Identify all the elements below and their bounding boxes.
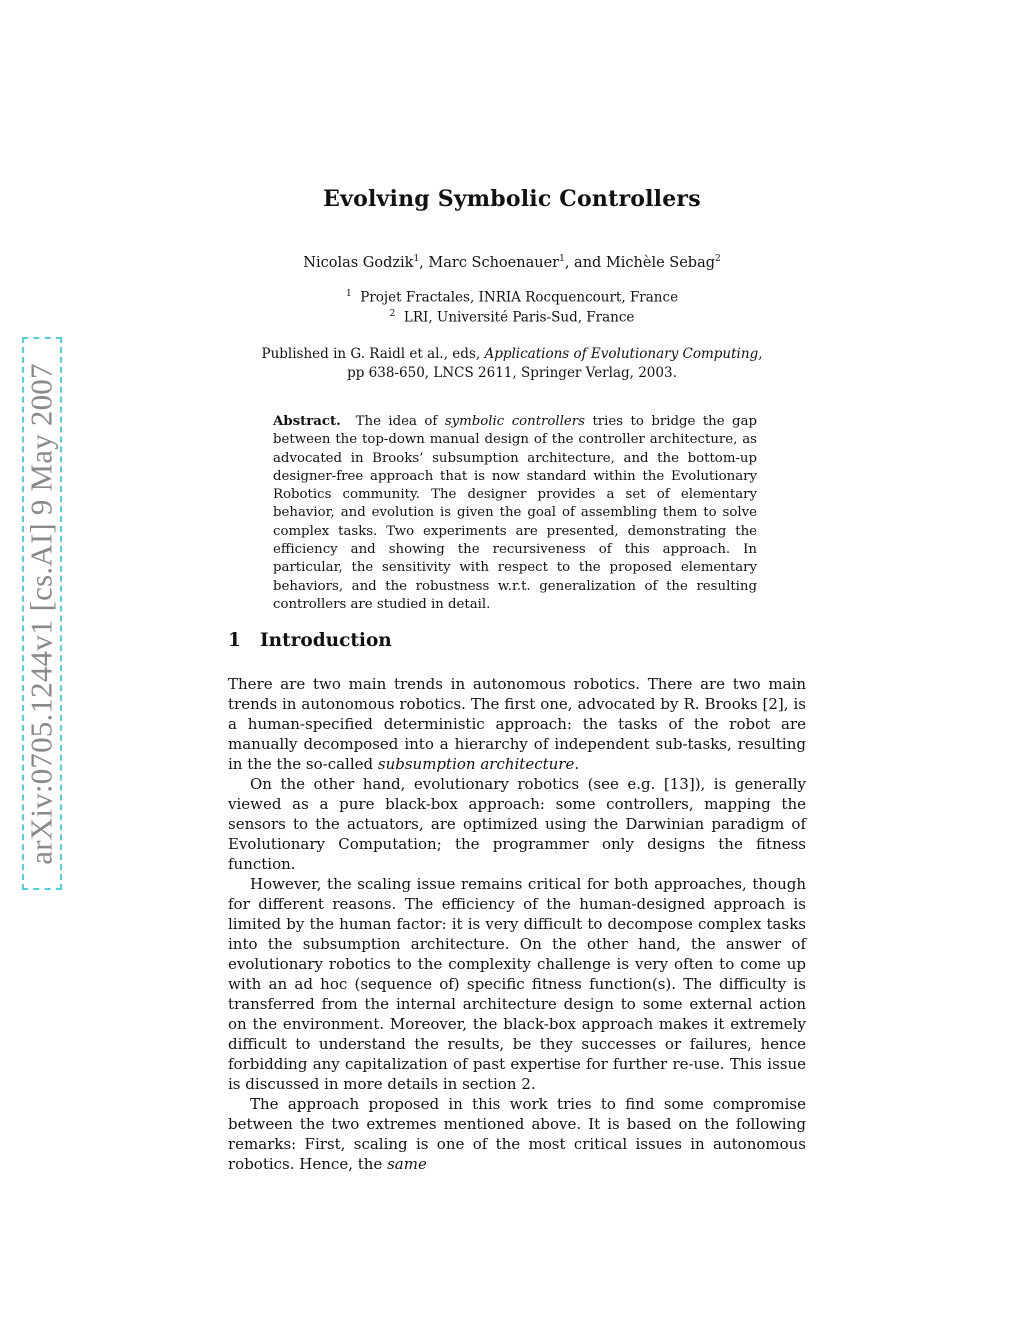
author-name: Nicolas Godzik (303, 254, 414, 271)
author-name: Michèle Sebag (605, 254, 715, 271)
author-affiliation-mark: 2 (715, 254, 721, 264)
emphasis-term: subsumption architecture (377, 755, 575, 773)
abstract-term: symbolic controllers (444, 414, 585, 429)
paragraph-text: However, the scaling issue remains critical for both approaches, though for different reasons. The efficiency of the human-designed approach is limited by the human factor: it is very difficult to decompose complex tasks into the subsumption architecture. On the other hand, the answer of evolutionary robotics to the complexity challenge is very often to come up with an ad hoc (sequence of) specific fitness function(s). The difficulty is transferred from the internal architecture design to some external action on the environment. Moreover, the black-box approach makes it extremely difficult to understand the results, be they successes or failures, hence forbidding any capitalization of past expertise for further re-use. This issue is discussed in more details in section 2. (228, 875, 806, 1093)
paragraph (228, 874, 806, 1094)
paragraph-text: On the other hand, evolutionary robotics (see e.g. (250, 775, 656, 793)
paper-title: Evolving Symbolic Controllers (323, 186, 701, 212)
paragraph (228, 774, 806, 874)
affiliation-2 (0, 309, 1024, 326)
affiliation-mark: 2 (389, 309, 396, 319)
emphasis-term: same (387, 1155, 427, 1173)
paragraph-text: ), is generally viewed as a pure black-box approach: some controllers, mapping the sensors to the actuators, are optimized using the Darwinian paradigm of Evolutionary Computation; the programmer only designs the fitness function. (228, 775, 806, 873)
arxiv-identifier-stamp (22, 337, 62, 890)
author-affiliation-mark: 1 (559, 254, 565, 264)
author-separator: , and (564, 254, 606, 271)
paragraph-text: There are two main trends in autonomous robotics. There are two main trends in autonomous robotics. The first one, advocated by R. Brooks (228, 675, 806, 713)
abstract-label: Abstract. (273, 414, 341, 429)
paragraph-text: The approach proposed in this work tries to find some compromise between the two extremes mentioned above. It is based on the following remarks: First, scaling is one of the most critical issues in autonomous robotics. Hence, the (228, 1095, 806, 1173)
affiliation-mark: 1 (345, 289, 352, 299)
section-body (228, 674, 806, 1174)
publication-venue: Applications of Evolutionary Computing (484, 346, 759, 362)
abstract-lead: The idea of (355, 414, 438, 429)
abstract-body: tries to bridge the gap between the top-down manual design of the controller architecture, as advocated in Brooks’ subsumption architecture, and the bottom-up designer-free approach that is now standard within the Evolutionary Robotics community. The designer provides a set of elementary behavior, and evolution is given the goal of assembling them to solve complex tasks. Two experiments are presented, demonstrating the efficiency and showing the recursiveness of this approach. In particular, the sensitivity with respect to the proposed elementary behaviors, and the robustness w.r.t. generalization of the resulting controllers are studied in detail. (273, 414, 758, 612)
publication-prefix: Published in G. Raidl et al., eds, (261, 346, 485, 362)
paragraph (228, 1094, 806, 1174)
section-heading (228, 630, 392, 651)
section-title: Introduction (260, 630, 392, 651)
section-number: 1 (228, 630, 241, 651)
paragraph-text: , is a human-specified deterministic approach: the tasks of the robot are manually decomposed into a hierarchy of independent sub-tasks, resulting in the the so-called (228, 695, 806, 773)
author-affiliation-mark: 1 (413, 254, 420, 264)
abstract (273, 413, 757, 614)
author-list (0, 254, 1024, 271)
publication-details: pp 638-650, LNCS 2611, Springer Verlag, 2003. (347, 365, 677, 381)
affiliation-1 (0, 289, 1024, 306)
affiliation-text: LRI, Université Paris-Sud, France (403, 309, 635, 326)
citation-link[interactable]: [13] (663, 775, 695, 793)
paragraph (228, 674, 806, 774)
author-separator: , (419, 254, 429, 271)
citation-link[interactable]: [2] (762, 695, 784, 713)
publication-note (0, 345, 1024, 383)
author-name: Marc Schoenauer (428, 254, 560, 271)
affiliation-text: Projet Fractales, INRIA Rocquencourt, France (360, 289, 679, 306)
paragraph-text: . (574, 755, 580, 773)
arxiv-identifier-text: arXiv:0705.1244v1 [cs.AI] 9 May 2007 (24, 362, 59, 865)
publication-suffix: , (758, 346, 763, 362)
